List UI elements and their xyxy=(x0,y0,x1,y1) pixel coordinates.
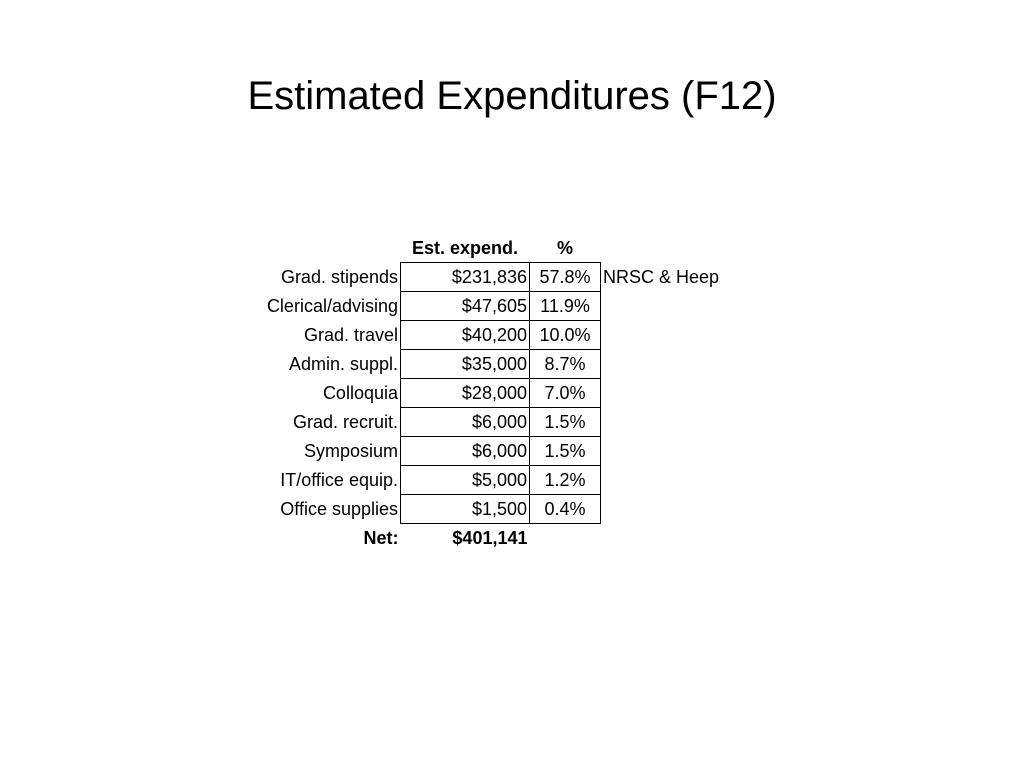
header-row xyxy=(246,234,721,263)
table-row xyxy=(246,408,721,437)
row-percent: 7.0% xyxy=(530,379,601,408)
table-row xyxy=(246,350,721,379)
row-percent: 10.0% xyxy=(530,321,601,350)
net-note-cell xyxy=(601,524,722,553)
slide-title: Estimated Expenditures (F12) xyxy=(247,74,777,118)
row-note xyxy=(601,437,722,466)
row-label: Admin. suppl. xyxy=(246,350,401,379)
table-row xyxy=(246,379,721,408)
row-label: IT/office equip. xyxy=(246,466,401,495)
header-label-cell xyxy=(246,234,401,263)
row-percent: 1.5% xyxy=(530,437,601,466)
row-amount: $6,000 xyxy=(401,408,530,437)
net-amount: $401,141 xyxy=(452,528,528,548)
row-amount: $1,500 xyxy=(401,495,530,524)
net-percent-cell xyxy=(530,524,601,553)
row-label: Clerical/advising xyxy=(246,292,401,321)
table-row xyxy=(246,466,721,495)
row-percent: 1.2% xyxy=(530,466,601,495)
row-note xyxy=(601,495,722,524)
row-note xyxy=(601,379,722,408)
table-row xyxy=(246,321,721,350)
row-note xyxy=(601,408,722,437)
row-note xyxy=(601,321,722,350)
row-percent: 8.7% xyxy=(530,350,601,379)
row-amount: $231,836 xyxy=(401,263,530,292)
row-amount: $28,000 xyxy=(401,379,530,408)
header-est-expend: Est. expend. xyxy=(411,238,519,258)
row-amount: $40,200 xyxy=(401,321,530,350)
row-label: Symposium xyxy=(246,437,401,466)
row-note xyxy=(601,350,722,379)
table-row xyxy=(246,495,721,524)
row-percent: 11.9% xyxy=(530,292,601,321)
net-label: Net: xyxy=(363,527,399,548)
row-label: Grad. recruit. xyxy=(246,408,401,437)
row-amount: $47,605 xyxy=(401,292,530,321)
row-amount: $5,000 xyxy=(401,466,530,495)
table-row xyxy=(246,437,721,466)
row-note: NRSC & Heep xyxy=(603,267,720,287)
table-row xyxy=(246,292,721,321)
row-amount: $6,000 xyxy=(401,437,530,466)
table-row xyxy=(246,263,721,292)
row-amount: $35,000 xyxy=(401,350,530,379)
net-total-row xyxy=(246,524,721,553)
row-label: Grad. travel xyxy=(246,321,401,350)
header-percent: % xyxy=(556,238,573,258)
row-percent: 1.5% xyxy=(530,408,601,437)
row-note xyxy=(601,292,722,321)
expenditures-table xyxy=(246,234,721,552)
row-percent: 0.4% xyxy=(530,495,601,524)
row-label: Grad. stipends xyxy=(246,263,401,292)
row-label: Colloquia xyxy=(246,379,401,408)
row-percent: 57.8% xyxy=(530,263,601,292)
row-label: Office supplies xyxy=(246,495,401,524)
header-note-cell xyxy=(601,234,722,263)
row-note xyxy=(601,466,722,495)
